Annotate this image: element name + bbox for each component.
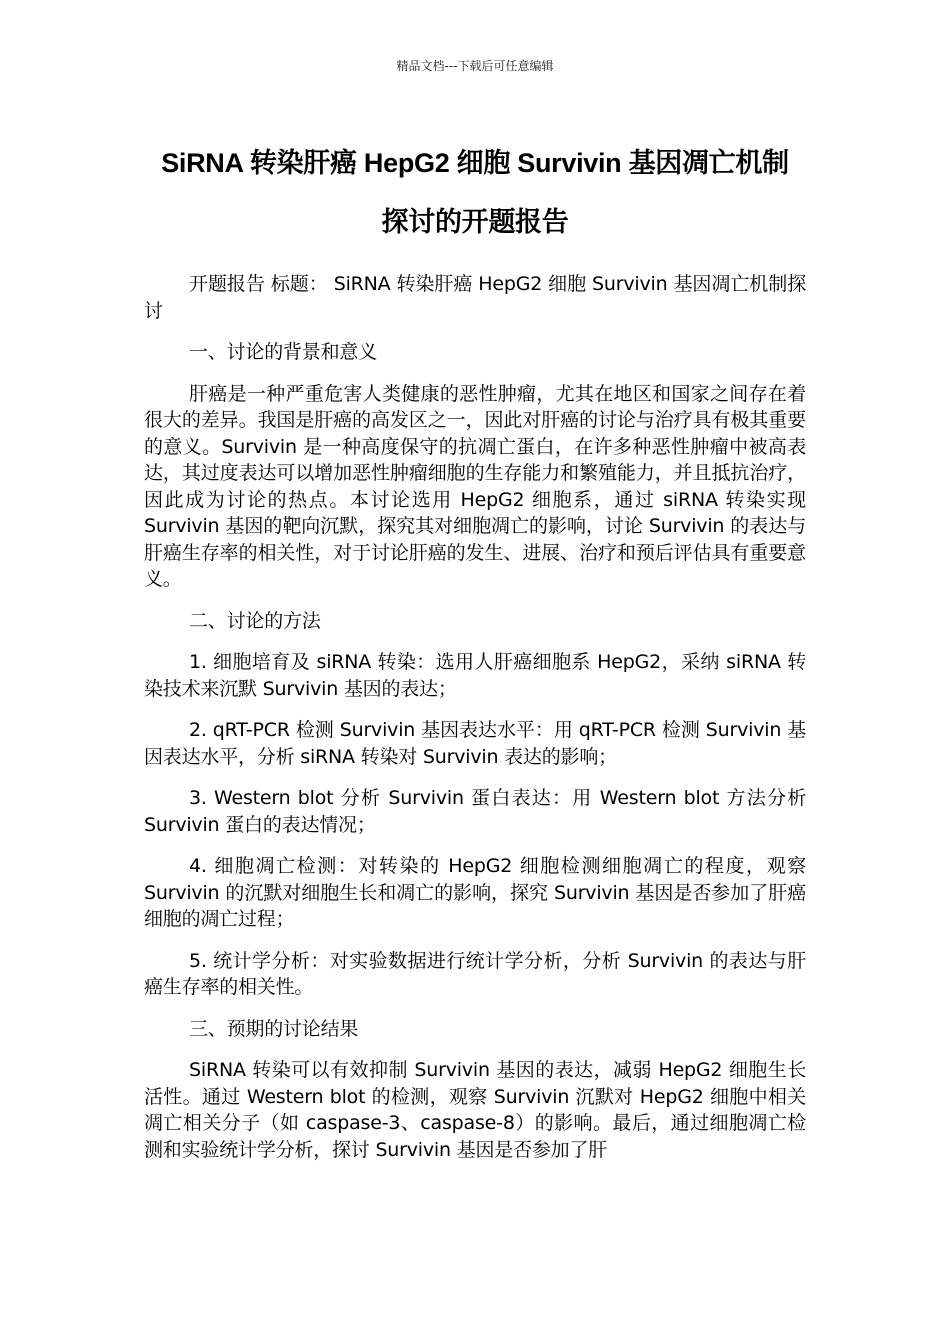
method-item-5: 5. 统计学分析：对实验数据进行统计学分析，分析 Survivin 的表达与肝癌生存率的相关性。: [144, 949, 806, 998]
report-subject: 开题报告 标题： SiRNA 转染肝癌 HepG2 细胞 Survivin 基因凋亡机制探讨: [144, 273, 806, 322]
section-heading-background: 一、讨论的背景和意义: [189, 341, 378, 363]
background-paragraph: 肝癌是一种严重危害人类健康的恶性肿瘤，尤其在地区和国家之间存在着很大的差异。我国是肝癌的高发区之一，因此对肝癌的讨论与治疗具有极其重要的意义。Survivin 是一种高度保守的抗凋亡蛋白，在许多种恶性肿瘤中被高表达，其过度表达可以增加恶性肿瘤细胞的生存能力和繁殖能力，并且抵抗治疗，因此成为讨论的热点。本讨论选用 HepG2 细胞系，通过 siRNA 转染实现 Survivin 基因的靶向沉默，探究其对细胞凋亡的影响，讨论 Survivin 的表达与肝癌生存率的相关性，对于讨论肝癌的发生、进展、治疗和预后评估具有重要意义。: [144, 382, 806, 590]
expected-results-paragraph: SiRNA 转染可以有效抑制 Survivin 基因的表达，减弱 HepG2 细胞生长活性。通过 Western blot 的检测，观察 Survivin 沉默对 HepG2 细胞中相关凋亡相关分子（如 caspase-3、caspase-8）的影响。最后，通过细胞凋亡检测和实验统计学分析，探讨 Survivin 基因是否参加了肝: [144, 1059, 806, 1161]
document-body: [144, 271, 806, 1178]
section-heading-expected-results: 三、预期的讨论结果: [189, 1017, 359, 1040]
method-item-1: 1. 细胞培育及 siRNA 转染：选用人肝癌细胞系 HepG2，采纳 siRNA 转染技术来沉默 Survivin 基因的表达；: [144, 651, 806, 700]
document-title: [120, 134, 830, 252]
title-line-1: SiRNA 转染肝癌 HepG2 细胞 Survivin 基因凋亡机制: [161, 148, 789, 178]
title-line-2: 探讨的开题报告: [381, 207, 569, 237]
method-item-2: 2. qRT-PCR 检测 Survivin 基因表达水平：用 qRT-PCR 检测 Survivin 基因表达水平，分析 siRNA 转染对 Survivin 表达的影响；: [144, 719, 806, 768]
header-note: 精品文档---下载后可任意编辑: [396, 59, 554, 73]
method-item-4: 4. 细胞凋亡检测：对转染的 HepG2 细胞检测细胞凋亡的程度，观察 Survivin 的沉默对细胞生长和凋亡的影响，探究 Survivin 基因是否参加了肝癌细胞的凋亡过程；: [144, 855, 806, 930]
method-item-3: 3. Western blot 分析 Survivin 蛋白表达：用 Western blot 方法分析 Survivin 蛋白的表达情况；: [144, 787, 806, 836]
section-heading-methods: 二、讨论的方法: [189, 609, 321, 632]
